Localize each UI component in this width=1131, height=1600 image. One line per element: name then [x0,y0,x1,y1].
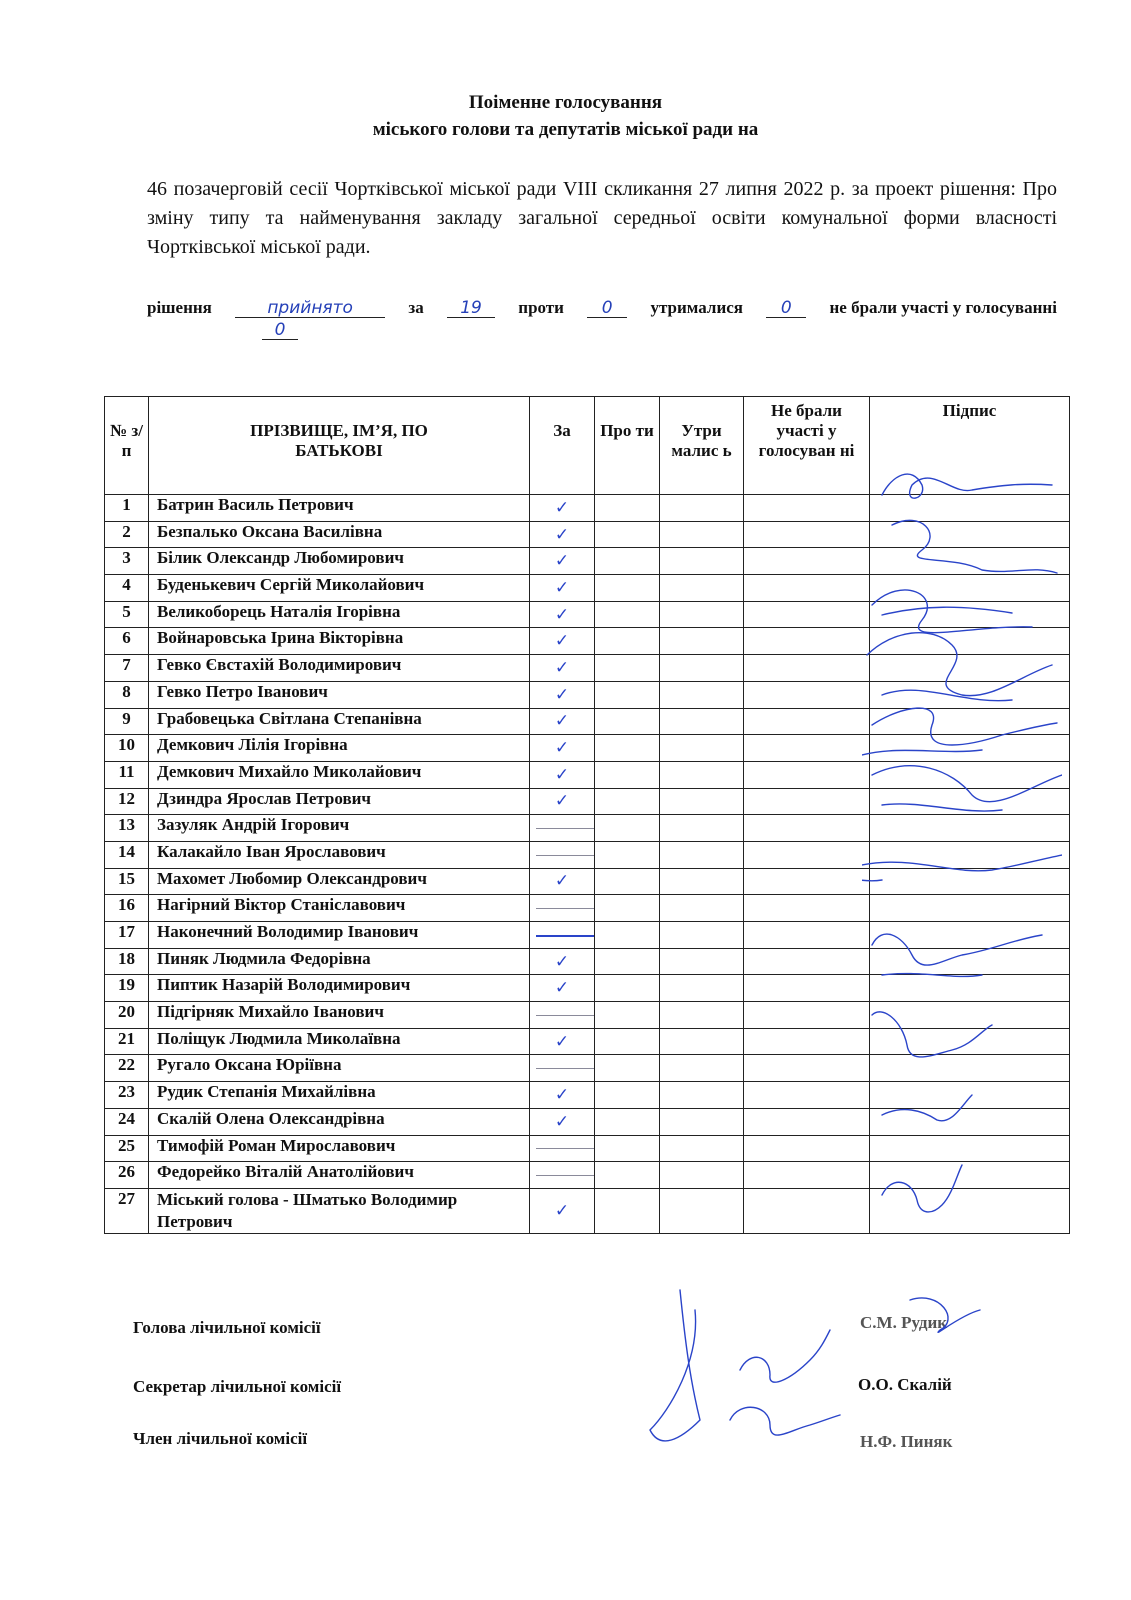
row-number: 22 [105,1055,149,1082]
signature-cell [870,1055,1070,1082]
vote-abstain-cell [660,1135,744,1162]
vote-abstain-cell [660,1108,744,1135]
vote-against-cell [595,761,660,788]
deputy-name: Дзиндра Ярослав Петрович [149,788,530,815]
session-description: 46 позачерговій сесії Чортківської міської ради VIII скликання 27 липня 2022 р. за проект рішення: Про зміну типу та найменування закладу загальної середньої освіти комунальної форми власності Чортківської міської ради. [147,178,1057,258]
signature-cell [870,655,1070,682]
vote-against-cell [595,655,660,682]
secretary-label: Секретар лічильної комісії [133,1377,342,1396]
vote-dash-mark [530,841,595,868]
vote-not-voted-cell [744,575,870,602]
document-title: Поіменне голосування [468,92,663,113]
deputy-name: Батрин Василь Петрович [149,495,530,522]
vote-against-cell [595,868,660,895]
vote-for-check: ✓ [530,708,595,735]
vote-for-check: ✓ [530,1028,595,1055]
vote-against-cell [595,708,660,735]
vote-against-cell [595,815,660,842]
vote-against-cell [595,1162,660,1189]
table-row [105,895,1070,922]
against-count: 0 [587,299,627,318]
not-voted-label: не брали участі у голосуванні [829,298,1057,317]
signature-cell [870,788,1070,815]
abstained-count: 0 [766,299,806,318]
deputy-name: Наконечний Володимир Іванович [149,922,530,949]
vote-not-voted-cell [744,868,870,895]
table-row [105,841,1070,868]
vote-against-cell [595,1188,660,1233]
row-number: 9 [105,708,149,735]
table-row [105,735,1070,762]
signature-cell [870,575,1070,602]
vote-abstain-cell [660,628,744,655]
for-count: 19 [447,299,495,318]
table-row [105,868,1070,895]
row-number: 26 [105,1162,149,1189]
vote-abstain-cell [660,575,744,602]
vote-against-cell [595,895,660,922]
vote-not-voted-cell [744,1028,870,1055]
table-row [105,708,1070,735]
signature-cell [870,1082,1070,1109]
vote-for-check: ✓ [530,1188,595,1233]
vote-not-voted-cell [744,495,870,522]
row-number: 6 [105,628,149,655]
vote-against-cell [595,788,660,815]
signature-cell [870,841,1070,868]
table-row [105,681,1070,708]
vote-for-check: ✓ [530,521,595,548]
signature-cell [870,628,1070,655]
vote-against-cell [595,975,660,1002]
vote-abstain-cell [660,761,744,788]
vote-not-voted-cell [744,1135,870,1162]
vote-against-cell [595,681,660,708]
vote-abstain-cell [660,1162,744,1189]
signature-cell [870,948,1070,975]
deputy-name: Зазуляк Андрій Ігорович [149,815,530,842]
row-number: 23 [105,1082,149,1109]
table-row [105,1162,1070,1189]
vote-abstain-cell [660,1055,744,1082]
signature-cell [870,1108,1070,1135]
vote-for-check: ✓ [530,948,595,975]
row-number: 8 [105,681,149,708]
signature-cell [870,495,1070,522]
row-number: 18 [105,948,149,975]
vote-table [104,396,1070,1234]
row-number: 15 [105,868,149,895]
deputy-name: Пиптик Назарій Володимирович [149,975,530,1002]
against-label: проти [518,298,564,317]
vote-abstain-cell [660,815,744,842]
vote-not-voted-cell [744,788,870,815]
table-row [105,1002,1070,1029]
chair-label: Голова лічильної комісії [133,1318,321,1337]
deputy-name: Великоборець Наталія Ігорівна [149,601,530,628]
vote-not-voted-cell [744,681,870,708]
signature-chair [650,1290,700,1441]
vote-not-voted-cell [744,655,870,682]
member-name: Н.Ф. Пиняк [860,1432,953,1451]
table-row [105,521,1070,548]
signature-secretary [740,1330,830,1382]
deputy-name: Буденькевич Сергій Миколайович [149,575,530,602]
row-number: 27 [105,1188,149,1233]
vote-against-cell [595,841,660,868]
vote-abstain-cell [660,681,744,708]
header-not-voted: Не брали участі у голосуван ні [744,397,870,495]
vote-against-cell [595,575,660,602]
vote-against-cell [595,922,660,949]
vote-for-check: ✓ [530,495,595,522]
vote-not-voted-cell [744,761,870,788]
table-row [105,655,1070,682]
table-row [105,1135,1070,1162]
vote-abstain-cell [660,1028,744,1055]
vote-for-check: ✓ [530,761,595,788]
not-voted-count: 0 [262,321,298,340]
vote-not-voted-cell [744,841,870,868]
vote-against-cell [595,1002,660,1029]
vote-not-voted-cell [744,628,870,655]
table-row [105,975,1070,1002]
table-row [105,922,1070,949]
vote-abstain-cell [660,655,744,682]
vote-abstain-cell [660,735,744,762]
signature-cell [870,735,1070,762]
vote-not-voted-cell [744,922,870,949]
vote-dash-mark [530,1162,595,1189]
signature-member [730,1407,840,1435]
row-number: 16 [105,895,149,922]
row-number: 10 [105,735,149,762]
deputy-name: Федорейко Віталій Анатолійович [149,1162,530,1189]
deputy-name: Ругало Оксана Юріївна [149,1055,530,1082]
decision-summary [147,297,1057,341]
vote-abstain-cell [660,1188,744,1233]
vote-abstain-cell [660,495,744,522]
deputy-name: Білик Олександр Любомирович [149,548,530,575]
table-row [105,1055,1070,1082]
vote-against-cell [595,1055,660,1082]
signature-cell [870,815,1070,842]
vote-for-check: ✓ [530,735,595,762]
vote-not-voted-cell [744,708,870,735]
table-row [105,1082,1070,1109]
vote-against-cell [595,735,660,762]
row-number: 19 [105,975,149,1002]
table-row [105,575,1070,602]
signature-cell [870,548,1070,575]
header-abstain: Утри малис ь [660,397,744,495]
table-row [105,548,1070,575]
deputy-name: Міський голова - Шматько Володимир Петрович [149,1188,530,1233]
table-row [105,1028,1070,1055]
deputy-name: Підгірняк Михайло Іванович [149,1002,530,1029]
vote-abstain-cell [660,868,744,895]
vote-against-cell [595,548,660,575]
header-name: ПРІЗВИЩЕ, ІМ’Я, ПО БАТЬКОВІ [149,397,530,495]
vote-dash-mark [530,895,595,922]
table-row [105,1108,1070,1135]
vote-not-voted-cell [744,1002,870,1029]
table-row [105,1188,1070,1233]
vote-dash-mark [530,922,595,949]
deputy-name: Пиняк Людмила Федорівна [149,948,530,975]
deputy-name: Демкович Михайло Миколайович [149,761,530,788]
signature-cell [870,1188,1070,1233]
row-number: 11 [105,761,149,788]
deputy-name: Махомет Любомир Олександрович [149,868,530,895]
vote-not-voted-cell [744,948,870,975]
row-number: 24 [105,1108,149,1135]
signature-cell [870,922,1070,949]
deputy-name: Демкович Лілія Ігорівна [149,735,530,762]
deputy-name: Скалій Олена Олександрівна [149,1108,530,1135]
vote-abstain-cell [660,708,744,735]
deputy-name: Калакайло Іван Ярославович [149,841,530,868]
vote-dash-mark [530,815,595,842]
deputy-name: Гевко Євстахій Володимирович [149,655,530,682]
row-number: 21 [105,1028,149,1055]
vote-abstain-cell [660,788,744,815]
vote-for-check: ✓ [530,975,595,1002]
row-number: 5 [105,601,149,628]
vote-abstain-cell [660,521,744,548]
decision-value: прийнято [235,299,385,318]
vote-dash-mark [530,1055,595,1082]
abstained-label: утрималися [650,298,743,317]
header-signature: Підпис [870,397,1070,495]
vote-for-check: ✓ [530,655,595,682]
deputy-name: Нагірний Віктор Станіславович [149,895,530,922]
row-number: 17 [105,922,149,949]
signature-cell [870,1028,1070,1055]
deputy-name: Безпалько Оксана Василівна [149,521,530,548]
vote-abstain-cell [660,895,744,922]
signature-cell [870,1135,1070,1162]
signature-cell [870,868,1070,895]
vote-abstain-cell [660,1082,744,1109]
vote-against-cell [595,948,660,975]
vote-not-voted-cell [744,1055,870,1082]
deputy-name: Войнаровська Ірина Вікторівна [149,628,530,655]
vote-against-cell [595,495,660,522]
table-row [105,601,1070,628]
row-number: 1 [105,495,149,522]
signature-cell [870,601,1070,628]
row-number: 12 [105,788,149,815]
vote-abstain-cell [660,601,744,628]
vote-against-cell [595,1135,660,1162]
row-number: 14 [105,841,149,868]
vote-for-check: ✓ [530,681,595,708]
vote-for-check: ✓ [530,788,595,815]
header-against: Про ти [595,397,660,495]
table-row [105,948,1070,975]
deputy-name: Поліщук Людмила Миколаївна [149,1028,530,1055]
vote-abstain-cell [660,948,744,975]
vote-not-voted-cell [744,1188,870,1233]
for-label: за [408,298,424,317]
vote-against-cell [595,521,660,548]
table-row [105,815,1070,842]
table-row [105,495,1070,522]
signature-cell [870,975,1070,1002]
vote-for-check: ✓ [530,628,595,655]
vote-not-voted-cell [744,1162,870,1189]
vote-against-cell [595,1028,660,1055]
commission-signatures [640,1280,1030,1500]
member-label: Член лічильної комісії [133,1429,308,1448]
row-number: 2 [105,521,149,548]
deputy-name: Рудик Степанія Михайлівна [149,1082,530,1109]
vote-not-voted-cell [744,1082,870,1109]
vote-abstain-cell [660,841,744,868]
vote-not-voted-cell [744,601,870,628]
deputy-name: Грабовецька Світлана Степанівна [149,708,530,735]
row-number: 13 [105,815,149,842]
signature-cell [870,708,1070,735]
vote-for-check: ✓ [530,868,595,895]
signature-cell [870,895,1070,922]
chair-name: С.М. Рудик [860,1313,948,1332]
vote-for-check: ✓ [530,601,595,628]
deputy-name: Гевко Петро Іванович [149,681,530,708]
row-number: 20 [105,1002,149,1029]
vote-dash-mark [530,1135,595,1162]
vote-not-voted-cell [744,975,870,1002]
table-row [105,788,1070,815]
signature-cell [870,1162,1070,1189]
row-number: 4 [105,575,149,602]
vote-not-voted-cell [744,521,870,548]
vote-abstain-cell [660,1002,744,1029]
row-number: 7 [105,655,149,682]
vote-against-cell [595,628,660,655]
vote-against-cell [595,601,660,628]
deputy-name: Тимофій Роман Мирославович [149,1135,530,1162]
vote-abstain-cell [660,922,744,949]
vote-dash-mark [530,1002,595,1029]
vote-not-voted-cell [744,548,870,575]
vote-abstain-cell [660,548,744,575]
table-row [105,761,1070,788]
vote-for-check: ✓ [530,575,595,602]
vote-for-check: ✓ [530,1082,595,1109]
signature-cell [870,521,1070,548]
vote-against-cell [595,1082,660,1109]
signature-cell [870,1002,1070,1029]
row-number: 3 [105,548,149,575]
decision-label: рішення [147,298,212,317]
vote-not-voted-cell [744,735,870,762]
table-row [105,628,1070,655]
vote-not-voted-cell [744,815,870,842]
vote-for-check: ✓ [530,1108,595,1135]
vote-against-cell [595,1108,660,1135]
row-number: 25 [105,1135,149,1162]
header-number: № з/п [105,397,149,495]
secretary-name: О.О. Скалій [858,1375,952,1394]
signature-cell [870,681,1070,708]
header-for: За [530,397,595,495]
vote-for-check: ✓ [530,548,595,575]
vote-abstain-cell [660,975,744,1002]
vote-not-voted-cell [744,895,870,922]
document-subtitle: міського голови та депутатів міської ради на [372,119,759,140]
vote-not-voted-cell [744,1108,870,1135]
signature-cell [870,761,1070,788]
